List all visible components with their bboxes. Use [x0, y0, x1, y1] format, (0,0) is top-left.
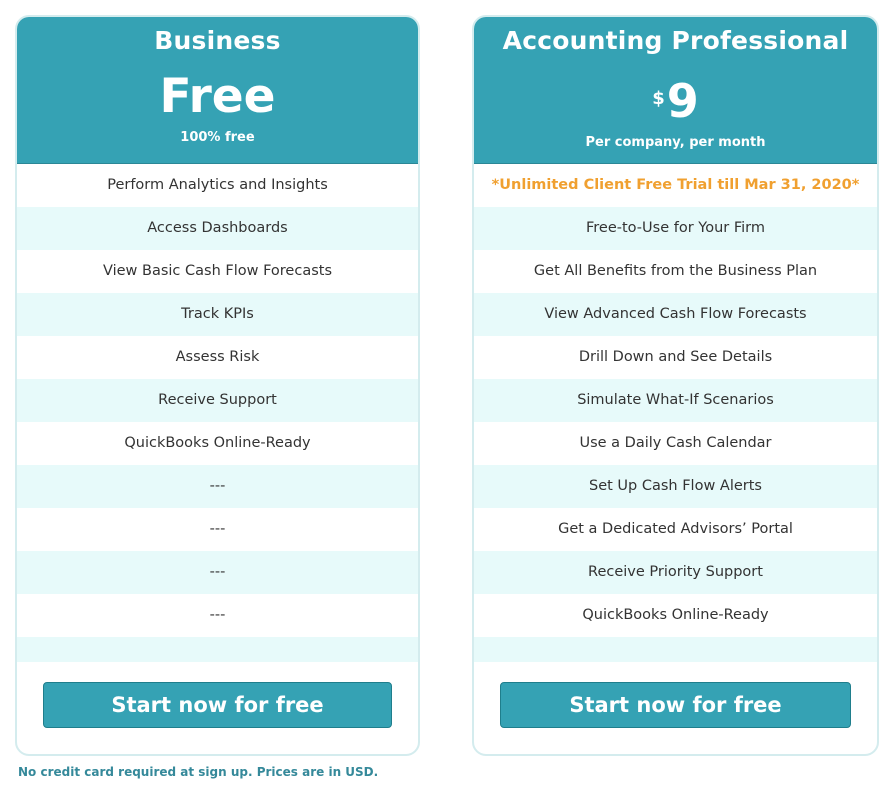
pricing-footnote: No credit card required at sign up. Prices are in USD.	[18, 765, 379, 779]
feature-item: View Advanced Cash Flow Forecasts	[474, 293, 877, 336]
plan-card-business	[15, 15, 420, 756]
feature-item: Access Dashboards	[17, 207, 418, 250]
feature-item: Perform Analytics and Insights	[107, 177, 328, 193]
plan-name: Business	[154, 26, 281, 55]
price-value: 9	[666, 74, 699, 128]
plan-name: Accounting Professional	[502, 26, 849, 55]
feature-spacer	[474, 637, 877, 662]
feature-item: Receive Support	[17, 379, 418, 422]
feature-item: Get a Dedicated Advisors’ Portal	[558, 521, 793, 537]
currency-symbol: $	[652, 88, 665, 109]
plan-card-accounting-professional	[472, 15, 879, 756]
feature-item: QuickBooks Online-Ready	[124, 435, 311, 451]
feature-item: View Basic Cash Flow Forecasts	[103, 263, 332, 279]
start-now-button-accounting-professional[interactable]: Start now for free	[500, 682, 851, 728]
plan-header-accounting-professional	[474, 17, 877, 164]
feature-item: Receive Priority Support	[474, 551, 877, 594]
feature-item: Drill Down and See Details	[578, 349, 773, 365]
feature-spacer	[17, 637, 418, 662]
feature-item: ---	[209, 521, 226, 537]
plan-price	[474, 73, 877, 129]
feature-item: Free-to-Use for Your Firm	[474, 207, 877, 250]
feature-item: ---	[17, 551, 418, 594]
feature-item: Simulate What-If Scenarios	[474, 379, 877, 422]
feature-list-accounting-professional	[474, 164, 877, 662]
feature-item: Use a Daily Cash Calendar	[579, 435, 772, 451]
feature-item: QuickBooks Online-Ready	[582, 607, 769, 623]
plan-price-note: Per company, per month	[585, 135, 766, 150]
plan-price-note: 100% free	[180, 130, 255, 145]
promo-banner: *Unlimited Client Free Trial till Mar 31, 2020*	[491, 177, 860, 193]
feature-item: Set Up Cash Flow Alerts	[474, 465, 877, 508]
feature-list-business	[17, 164, 418, 662]
feature-item: Get All Benefits from the Business Plan	[533, 263, 818, 279]
start-now-button-business[interactable]: Start now for free	[43, 682, 392, 728]
feature-item: Assess Risk	[175, 349, 260, 365]
plan-header-business	[17, 17, 418, 164]
feature-item: ---	[209, 607, 226, 623]
feature-item: ---	[17, 465, 418, 508]
plan-price: Free	[159, 69, 276, 124]
feature-item: Track KPIs	[17, 293, 418, 336]
